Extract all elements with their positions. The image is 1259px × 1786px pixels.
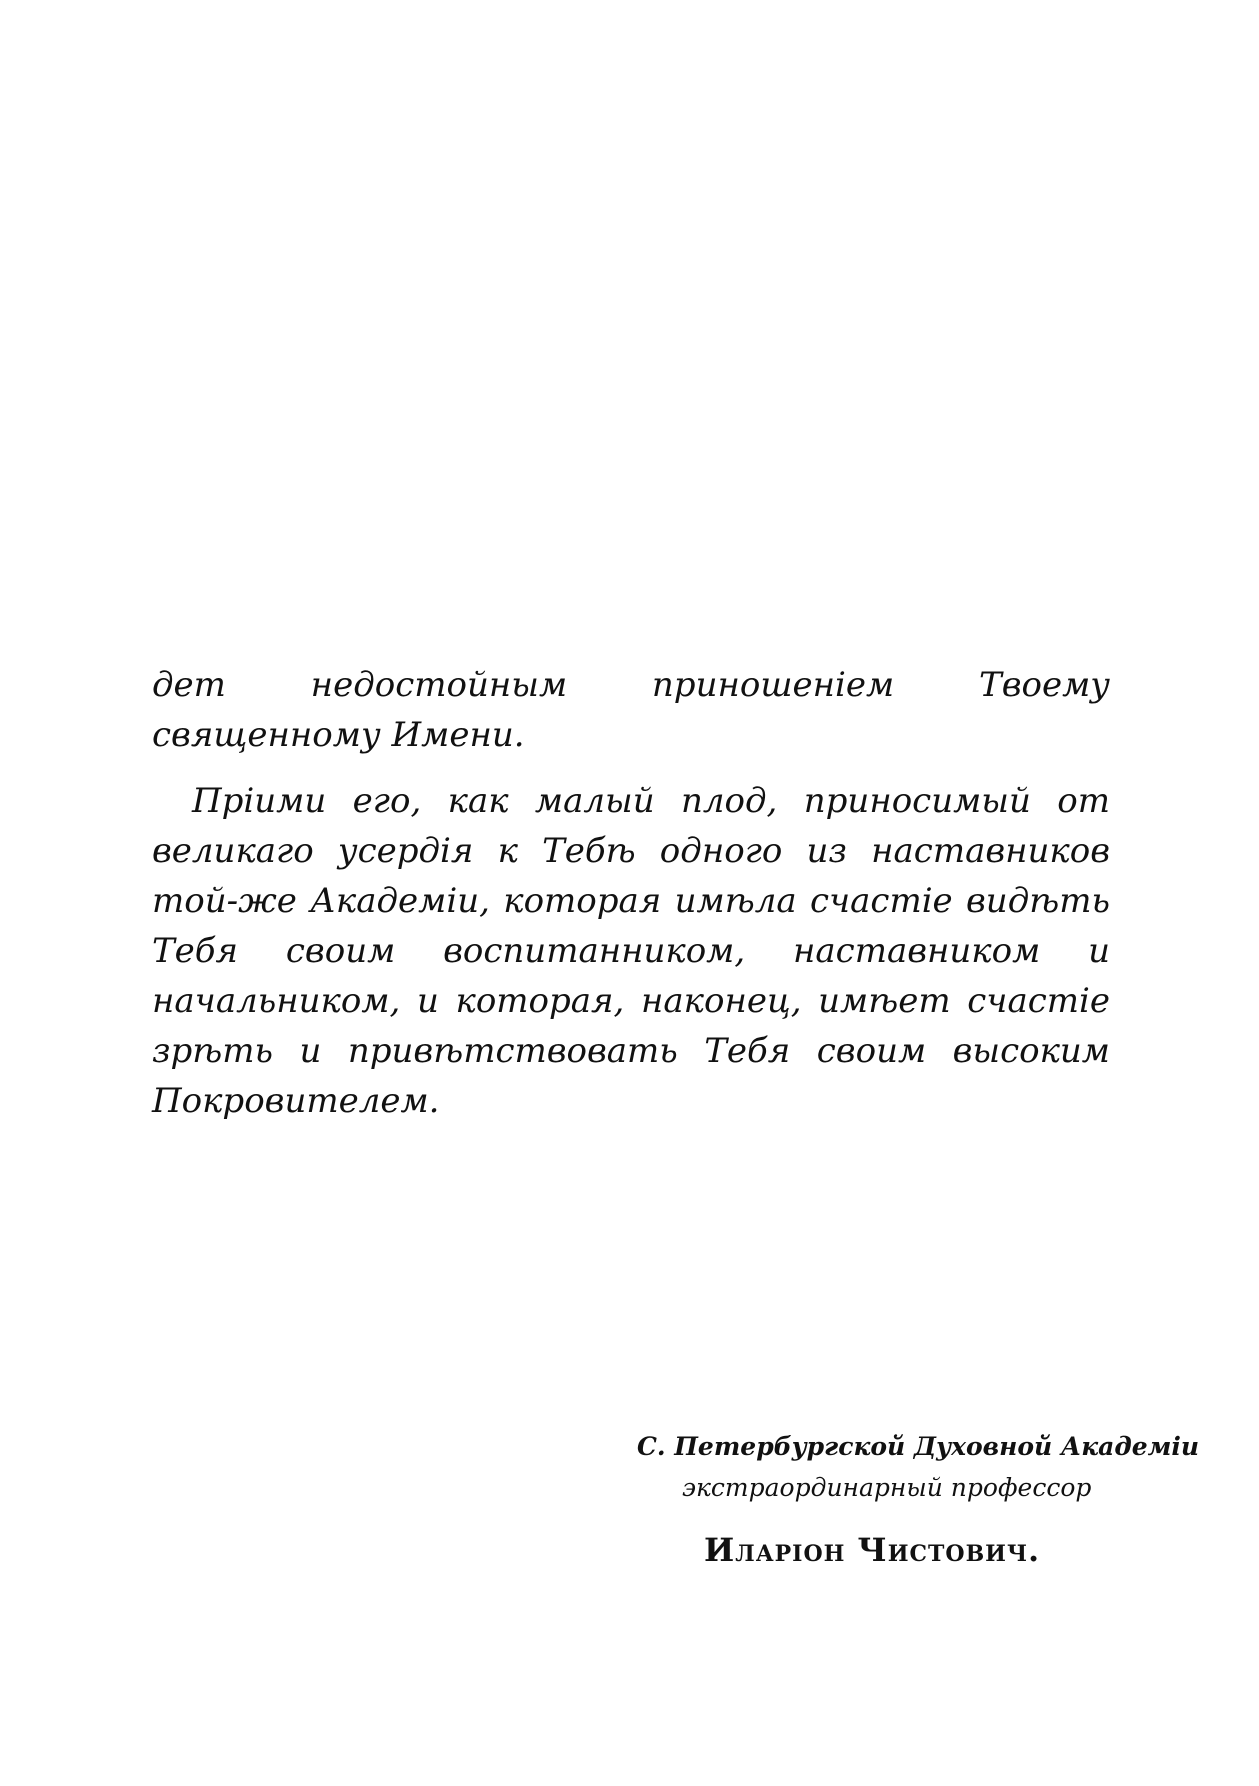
signature-affiliation-line-1: С. Петербургской Духовной Академіи <box>637 1432 1200 1461</box>
dedication-text <box>152 660 1110 1126</box>
paragraph-dedication: Пріими его, как малый плод, приносимый от великаго усердія к Тебѣ одного из наставников той-же Академіи, которая имѣла счастіе видѣть Тебя своим воспитанником, наставником и начальником, и которая, наконец, имѣет счастіе зрѣть и привѣтствовать Тебя своим высоким Покровителем. <box>152 781 1110 1121</box>
paragraph-continuation: дет недостойным приношеніем Твоему священному Имени. <box>152 665 1110 755</box>
signature-affiliation-line-2: экстраординарный профессор <box>682 1473 1092 1502</box>
signature-author-name: Иларіон Чистович. <box>704 1531 1041 1569</box>
